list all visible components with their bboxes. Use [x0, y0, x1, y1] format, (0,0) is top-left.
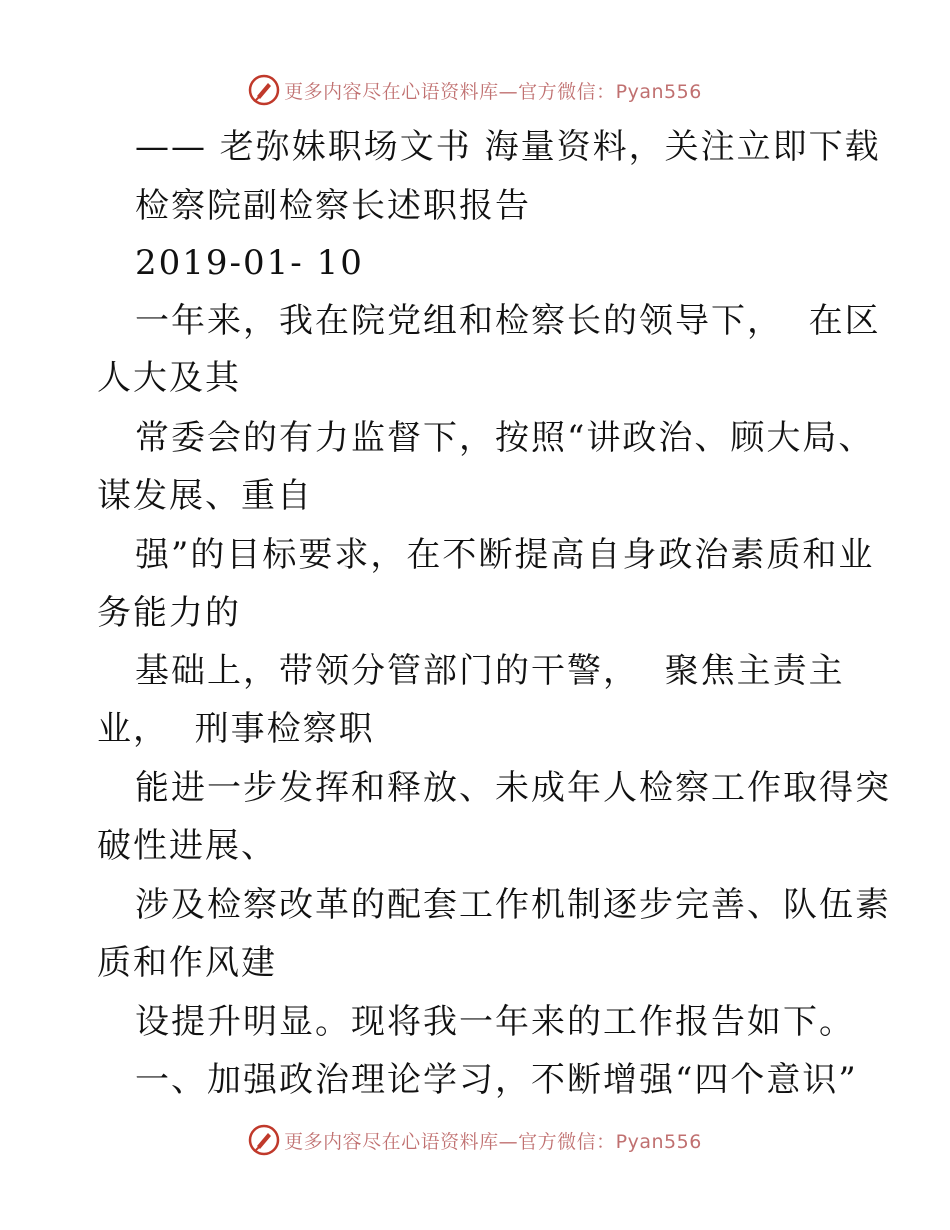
footer-watermark — [0, 1120, 950, 1160]
doc-line: 质和作风建 — [97, 943, 277, 983]
doc-line: 强”的目标要求，在不断提高自身政治素质和业 — [135, 535, 875, 575]
watermark-text: 更多内容尽在心语资料库—官方微信：Pyan556 — [284, 1130, 702, 1153]
doc-line: 务能力的 — [97, 593, 241, 633]
watermark-text: 更多内容尽在心语资料库—官方微信：Pyan556 — [284, 80, 702, 103]
header-watermark — [0, 70, 950, 110]
document-date: 2019-01- 10 — [135, 243, 364, 283]
doc-line: 一年来，我在院党组和检察长的领导下， 在区 — [135, 301, 881, 341]
doc-line: 常委会的有力监督下，按照“讲政治、顾大局、 — [135, 418, 875, 458]
document-title: 检察院副检察长述职报告 — [135, 186, 531, 226]
section-heading: 一、加强政治理论学习，不断增强“四个意识” — [135, 1060, 858, 1100]
doc-line: 人大及其 — [97, 358, 241, 398]
red-seal-logo-icon — [248, 74, 280, 106]
doc-line: —— 老弥妹职场文书 海量资料，关注立即下载 — [135, 127, 881, 167]
doc-line: 涉及检察改革的配套工作机制逐步完善、队伍素 — [135, 885, 891, 925]
doc-line: 谋发展、重自 — [97, 476, 313, 516]
doc-line: 基础上，带领分管部门的干警， 聚焦主责主 — [135, 651, 845, 691]
red-seal-logo-icon — [248, 1124, 280, 1156]
doc-line: 破性进展、 — [97, 826, 277, 866]
doc-line: 业， 刑事检察职 — [97, 709, 375, 749]
doc-line: 设提升明显。现将我一年来的工作报告如下。 — [135, 1002, 855, 1042]
doc-line: 能进一步发挥和释放、未成年人检察工作取得突 — [135, 768, 891, 808]
